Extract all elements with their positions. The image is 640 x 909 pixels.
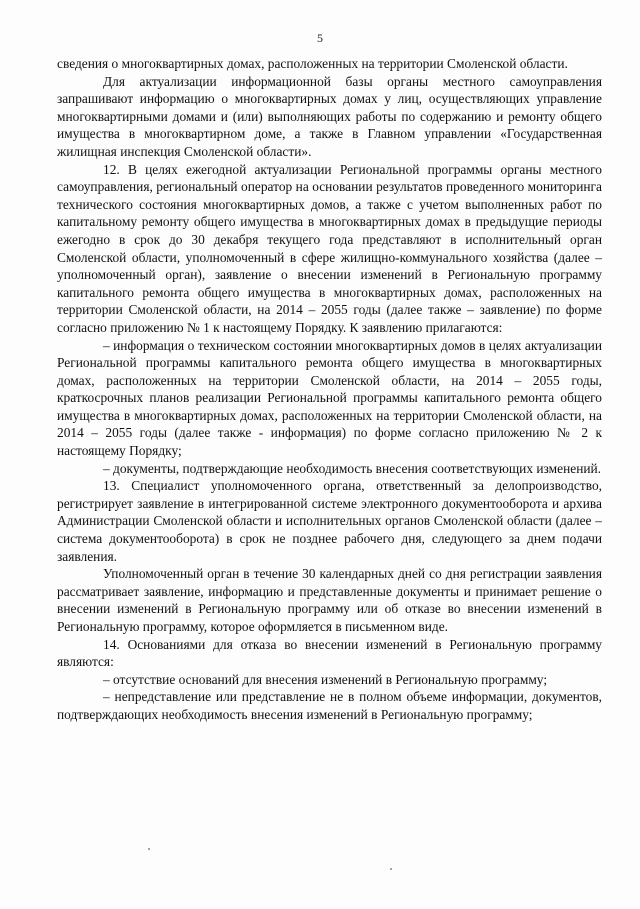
- paragraph-item-13: 13. Специалист уполномоченного органа, ответственный за делопроизводство, регистрирует заявление в интегрированной системе электронного документооборота и архива Администрации Смоленской области и исполнительных органов Смоленской области (далее – система документооборота) в срок не позднее рабочего дня, следующего за днем подачи заявления.: [57, 478, 602, 564]
- paragraph-continuation: сведения о многоквартирных домах, расположенных на территории Смоленской области.: [57, 56, 568, 71]
- list-item-no-grounds: – отсутствие оснований для внесения изменений в Региональную программу;: [103, 671, 548, 687]
- paragraph-decision: Уполномоченный орган в течение 30 календарных дней со дня регистрации заявления рассматривает заявление, информацию и представленные документы и принимает решение о внесении изменений в Региональную программу или об отказе во внесении изменений в Региональную программу, которое оформляется в письменном виде.: [57, 566, 602, 634]
- scan-speck: [148, 848, 150, 850]
- paragraph-info-base: Для актуализации информационной базы органы местного самоуправления запрашивают информацию о многоквартирных домах у лиц, осуществляющих управление многоквартирными домами и (или) выполняющих работы по содержанию и ремонту общего имущества в многоквартирном доме, а также в Главном управлении «Государственная жилищная инспекция Смоленской области».: [57, 73, 602, 159]
- list-item-information: – информация о техническом состоянии многоквартирных домов в целях актуализации Региональной программы капитального ремонта общего имущества в многоквартирных домах, расположенных на территории Смоленской области, на 2014 – 2055 годы, краткосрочных планов реализации Региональной программы капитального ремонта общего имущества в многоквартирных домах, расположенных на территории Смоленской области, на 2014 – 2055 годы (далее также - информация) по форме согласно приложению № 2 к настоящему Порядку;: [57, 337, 602, 459]
- document-body: [57, 55, 602, 724]
- paragraph-item-14: 14. Основаниями для отказа во внесении изменений в Региональную программу являются:: [57, 636, 602, 670]
- list-item-incomplete: – непредставление или представление не в полном объеме информации, документов, подтверждающих необходимость внесения изменений в Региональную программу;: [57, 689, 602, 722]
- paragraph-item-12: 12. В целях ежегодной актуализации Региональной программы органы местного самоуправления, региональный оператор на основании результатов проведенного мониторинга технического состояния многоквартирных домов, а также с учетом выполненных работ по капитальному ремонту общего имущества в многоквартирных домах в предыдущие периоды ежегодно в срок до 30 декабря текущего года представляют в исполнительный орган Смоленской области, уполномоченный в сфере жилищно-коммунального хозяйства (далее – уполномоченный орган), заявление о внесении изменений в Региональную программу капитального ремонта общего имущества в многоквартирных домах, расположенных на территории Смоленской области, на 2014 – 2055 годы (далее также – заявление) по форме согласно приложению № 1 к настоящему Порядку. К заявлению прилагаются:: [57, 161, 602, 335]
- page-number: 5: [317, 31, 323, 45]
- list-item-documents: – документы, подтверждающие необходимость внесения соответствующих изменений.: [103, 460, 602, 476]
- scan-speck: [390, 868, 392, 870]
